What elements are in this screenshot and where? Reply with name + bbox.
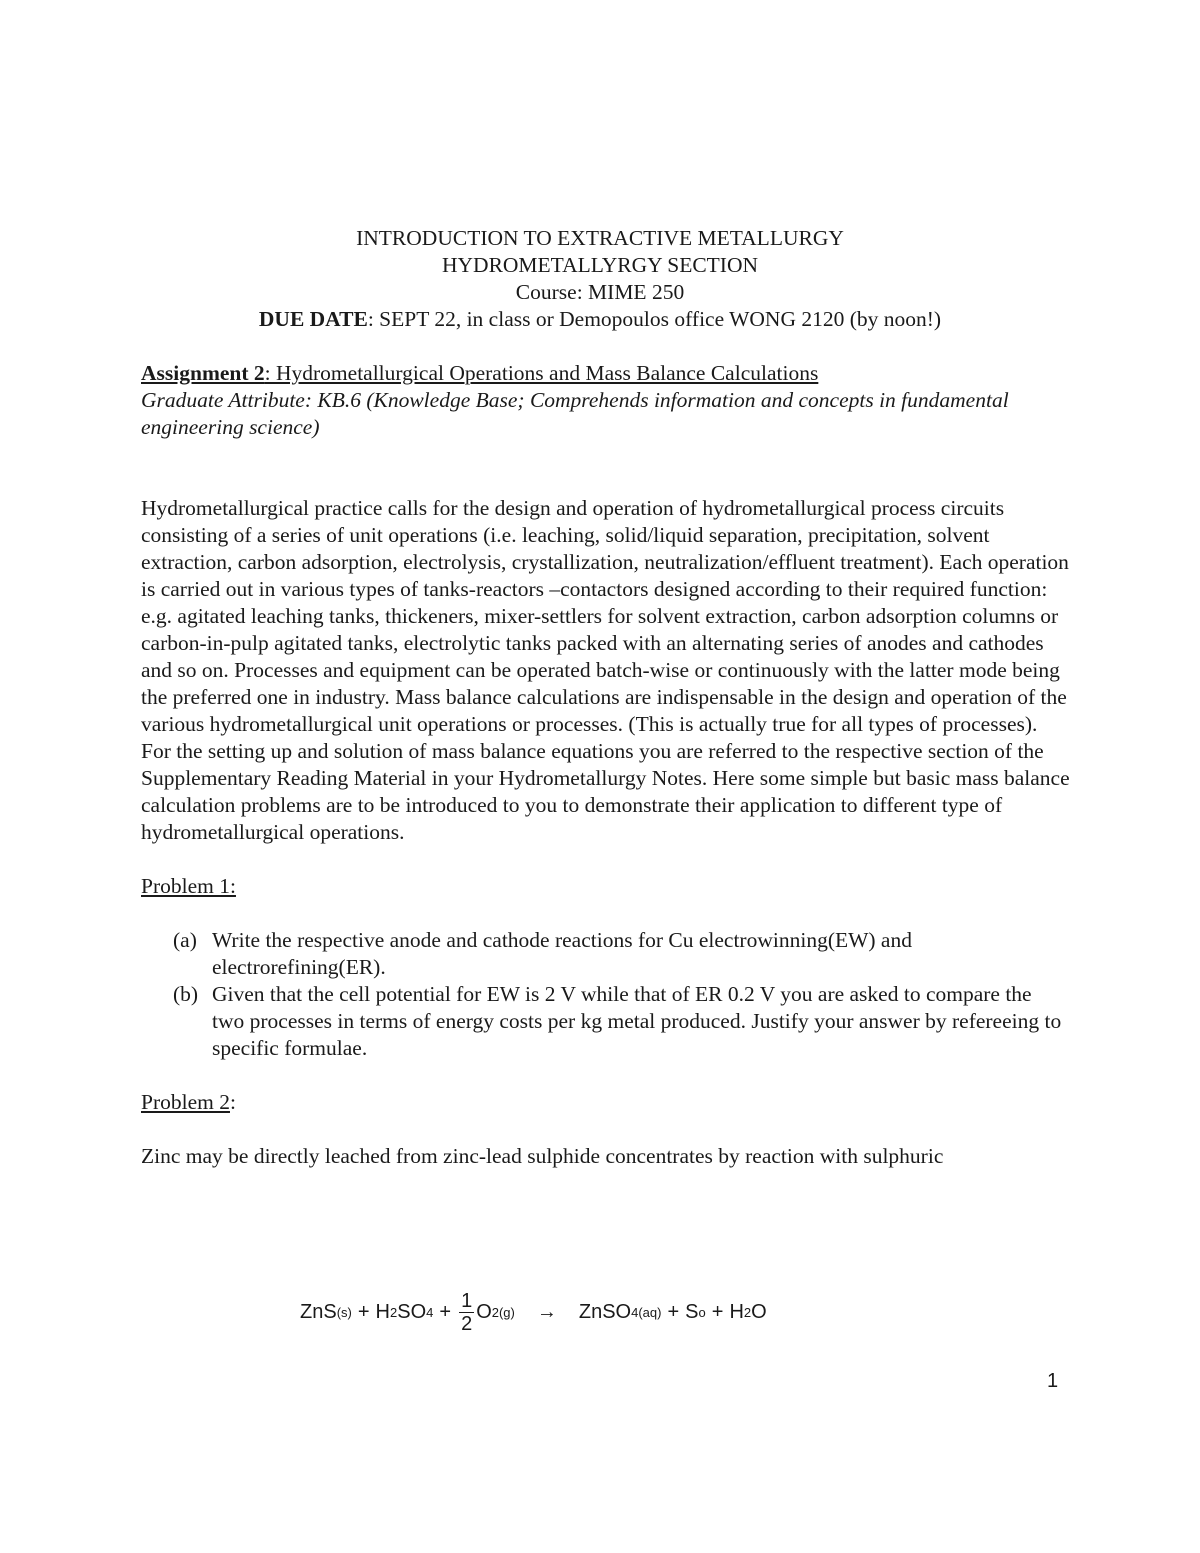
eq-s: S [685,1301,699,1323]
problem-2-label: Problem 2 [141,1090,230,1114]
graduate-attribute: Graduate Attribute: KB.6 (Knowledge Base; Comprehends information and concepts in fundamental engineering science) [141,388,1009,439]
problem-2-heading [141,1089,1066,1116]
title-line-1: INTRODUCTION TO EXTRACTIVE METALLURGY [356,226,844,250]
course-line: Course: MIME 250 [515,280,685,304]
eq-znso: ZnSO [578,1301,632,1323]
chemical-equation [300,1290,767,1335]
eq-zns: ZnS [300,1301,337,1323]
document-header [141,225,1059,333]
assignment-label: Assignment 2 [141,361,265,385]
assignment-title: : Hydrometallurgical Operations and Mass Balance Calculations [264,361,819,385]
eq-plus: + [711,1301,724,1323]
title-line-2: HYDROMETALLYRGY SECTION [441,253,759,277]
item-label: (b) [173,982,199,1006]
fraction-denominator: 2 [461,1313,473,1335]
problem-1-heading: Problem 1: [141,874,236,898]
page-number: 1 [1047,1370,1059,1392]
eq-h: H [729,1301,744,1323]
eq-plus: + [667,1301,680,1323]
due-date-label: DUE DATE [258,307,368,331]
eq-so: SO [397,1301,427,1323]
assignment-heading [141,360,1066,387]
eq-sub: 2 [390,1305,398,1320]
eq-znso4-state: 4(aq) [631,1305,662,1320]
eq-o-state: 2(g) [491,1305,515,1320]
problem-2-text: Zinc may be directly leached from zinc-lead sulphide concentrates by reaction with sulphuric [141,1144,944,1168]
eq-plus: + [439,1301,452,1323]
eq-o: O [751,1301,767,1323]
eq-plus: + [357,1301,370,1323]
problem-1-item-b [173,981,1066,1062]
eq-o: O [476,1301,492,1323]
item-text: Given that the cell potential for EW is 2 V while that of ER 0.2 V you are asked to compare the two processes in terms of energy costs per kg metal produced. Justify your answer by refereeing to specific formulae. [212,982,1062,1060]
problem-2-colon: : [229,1090,236,1114]
eq-sub: 2 [743,1305,752,1320]
fraction-numerator: 1 [461,1290,473,1312]
item-text: Write the respective anode and cathode reactions for Cu electrowinning(EW) and electrorefining(ER). [212,928,912,979]
item-label: (a) [173,928,197,952]
eq-s-sup: o [698,1305,706,1320]
problem-1-item-a [173,927,1066,981]
reaction-arrow: → [536,1301,557,1323]
intro-paragraph: Hydrometallurgical practice calls for the design and operation of hydrometallurgical process circuits consisting of a series of unit operations (i.e. leaching, solid/liquid separation, precipitation, solvent extraction, carbon adsorption, electrolysis, crystallization, neutralization/effluent treatment). Each operation is carried out in various types of tanks-reactors –contactors designed according to their required function: e.g. agitated leaching tanks, thickeners, mixer-settlers for solvent extraction, carbon adsorption columns or carbon-in-pulp agitated tanks, electrolytic tanks packed with an alternating series of anodes and cathodes and so on. Processes and equipment can be operated batch-wise or continuously with the latter mode being the preferred one in industry. Mass balance calculations are indispensable in the design and operation of the various hydrometallurgical unit operations or processes. (This is actually true for all types of processes). For the setting up and solution of mass balance equations you are referred to the respective section of the Supplementary Reading Material in your Hydrometallurgy Notes. Here some simple but basic mass balance calculation problems are to be introduced to you to demonstrate their application to different type of hydrometallurgical operations. [141,496,1070,844]
due-date-text: : SEPT 22, in class or Demopoulos office WONG 2120 (by noon!) [367,307,942,331]
eq-zns-state: (s) [336,1305,352,1320]
eq-h: H [375,1301,390,1323]
due-date-line [141,306,1059,333]
document-content [141,225,1070,1170]
eq-sub: 4 [426,1305,434,1320]
eq-fraction [459,1290,474,1335]
